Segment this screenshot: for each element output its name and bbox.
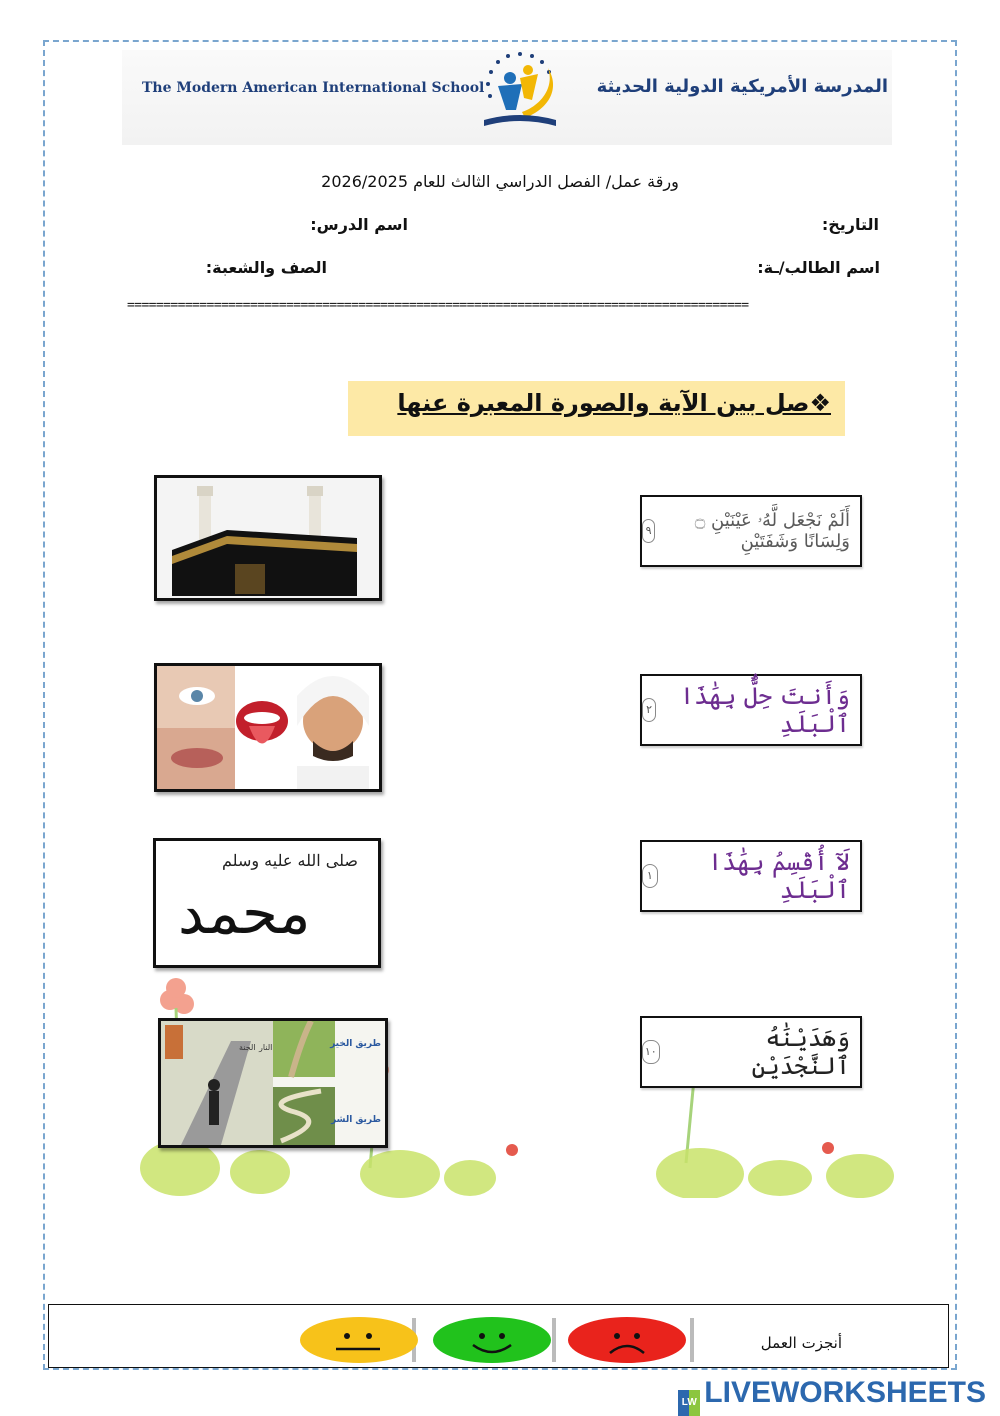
liveworksheets-logo [678, 1376, 986, 1416]
verse-number: ٩ [642, 519, 655, 543]
date-label: التاريخ: [821, 215, 879, 234]
kaaba-illustration [157, 478, 379, 598]
separator [552, 1318, 556, 1362]
face-parts-illustration [157, 666, 379, 789]
path-fire-label: النار [259, 1043, 273, 1052]
verse-number: ١٠ [642, 1040, 660, 1064]
brand-text: LIVEWORKSHEETS [704, 1376, 986, 1409]
calligraphy-blessing: صلى الله عليه وسلم [222, 851, 358, 870]
verse-text: وَأَنتَ حِلٌّۢ بِهَٰذَا ٱلْبَلَدِ [680, 682, 850, 738]
divider-line: ====================================================================================== [127, 298, 749, 313]
worksheet-title: ورقة عمل/ الفصل الدراسي الثالث للعام 2026/2025 [321, 172, 679, 191]
instruction-text: ❖صل بين الآية والصورة المعبرة عنها [397, 389, 831, 417]
work-done-label: أنجزت العمل [760, 1334, 842, 1352]
happy-face-icon[interactable] [433, 1317, 551, 1363]
path-good-label: طريق الخير [330, 1039, 381, 1049]
class-section-label: الصف والشعبة: [205, 258, 327, 277]
verse-number: ٢ [642, 698, 656, 722]
student-name-label: اسم الطالب/ـة: [757, 258, 880, 277]
lesson-label: اسم الدرس: [310, 215, 408, 234]
verse-card-3[interactable] [640, 840, 862, 912]
school-logo [470, 48, 570, 134]
verse-card-2[interactable] [640, 674, 862, 746]
verse-text: لَآ أُقْسِمُ بِهَٰذَا ٱلْبَلَدِ [708, 848, 850, 904]
calligraphy-name: محمد [178, 879, 311, 947]
path-heaven-label: الجنة [239, 1043, 256, 1052]
verse-text: أَلَمْ نَجْعَل لَّهُۥ عَيْنَيْنِ ۝ وَلِسَانًا وَشَفَتَيْنِ [694, 510, 850, 552]
two-paths-image[interactable] [158, 1018, 388, 1148]
school-name-ar: المدرسة الأمريكية الدولية الحديثة [596, 76, 888, 97]
verse-text: وَهَدَيْنَٰهُ ٱلنَّجْدَيْنِ [751, 1024, 850, 1080]
verse-card-4[interactable] [640, 1016, 862, 1088]
prophet-name-calligraphy-image[interactable] [153, 838, 381, 968]
kaaba-image[interactable] [154, 475, 382, 601]
separator [690, 1318, 694, 1362]
verse-number: ١ [642, 864, 658, 888]
path-evil-label: طريق الشر [331, 1115, 381, 1125]
lw-badge: LW [678, 1390, 700, 1416]
instruction-banner [348, 381, 845, 436]
neutral-face-icon[interactable] [300, 1317, 418, 1363]
eyes-tongue-lips-image[interactable] [154, 663, 382, 792]
sad-face-icon[interactable] [568, 1317, 686, 1363]
school-name-en: The Modern American International School [142, 80, 485, 96]
verse-card-1[interactable] [640, 495, 862, 567]
